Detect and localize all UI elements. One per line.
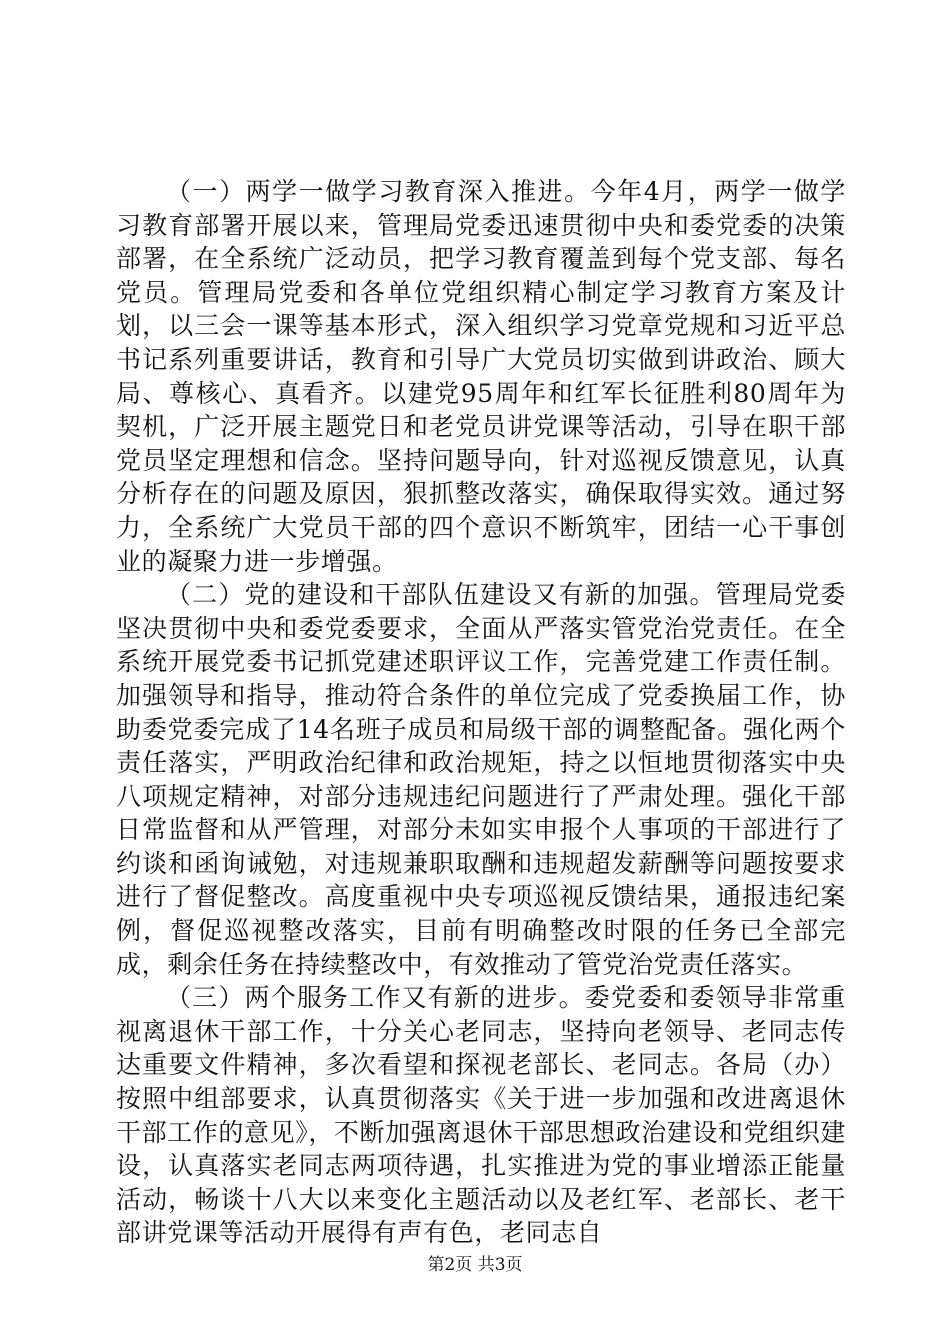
page-number-footer: 第2页 共3页 [427,1255,523,1275]
paragraph-three: （三）两个服务工作又有新的进步。委党委和委领导非常重视离退休干部工作，十分关心老同志，坚持向老领导、老同志传达重要文件精神，多次看望和探视老部长、老同志。各局（办）按照中组部要求，认真贯彻落实《关于进一步加强和改进离退休干部工作的意见》，不断加强离退休干部思想政治建设和党组织建设，认真落实老同志两项待遇，扎实推进为党的事业增添正能量活动，畅谈十八大以来变化主题活动以及老红军、老部长、老干部讲党课等活动开展得有声有色，老同志自 [116,983,846,1248]
paragraph-one: （一）两学一做学习教育深入推进。今年4月，两学一做学习教育部署开展以来，管理局党委迅速贯彻中央和委党委的决策部署，在全系统广泛动员，把学习教育覆盖到每个党支部、每名党员。管理局党委和各单位党组织精心制定学习教育方案及计划，以三会一课等基本形式，深入组织学习党章党规和习近平总书记系列重要讲话，教育和引导广大党员切实做到讲政治、顾大局、尊核心、真看齐。以建党95周年和红军长征胜利80周年为契机，广泛开展主题党日和老党员讲党课等活动，引导在职干部党员坚定理想和信念。坚持问题导向，针对巡视反馈意见，认真分析存在的问题及原因，狠抓整改落实，确保取得实效。通过努力，全系统广大党员干部的四个意识不断筑牢，团结一心干事创业的凝聚力进一步增强。 [116,177,846,576]
document-body [116,175,846,1250]
paragraph-two: （二）党的建设和干部队伍建设又有新的加强。管理局党委坚决贯彻中央和委党委要求，全面从严落实管党治党责任。在全系统开展党委书记抓党建述职评议工作，完善党建工作责任制。加强领导和指导，推动符合条件的单位完成了党委换届工作，协助委党委完成了14名班子成员和局级干部的调整配备。强化两个责任落实，严明政治纪律和政治规矩，持之以恒地贯彻落实中央八项规定精神，对部分违规违纪问题进行了严肃处理。强化干部日常监督和从严管理，对部分未如实申报个人事项的干部进行了约谈和函询诫勉，对违规兼职取酬和违规超发薪酬等问题按要求进行了督促整改。高度重视中央专项巡视反馈结果，通报违纪案例，督促巡视整改落实，目前有明确整改时限的任务已全部完成，剩余任务在持续整改中，有效推动了管党治党责任落实。 [116,580,846,979]
